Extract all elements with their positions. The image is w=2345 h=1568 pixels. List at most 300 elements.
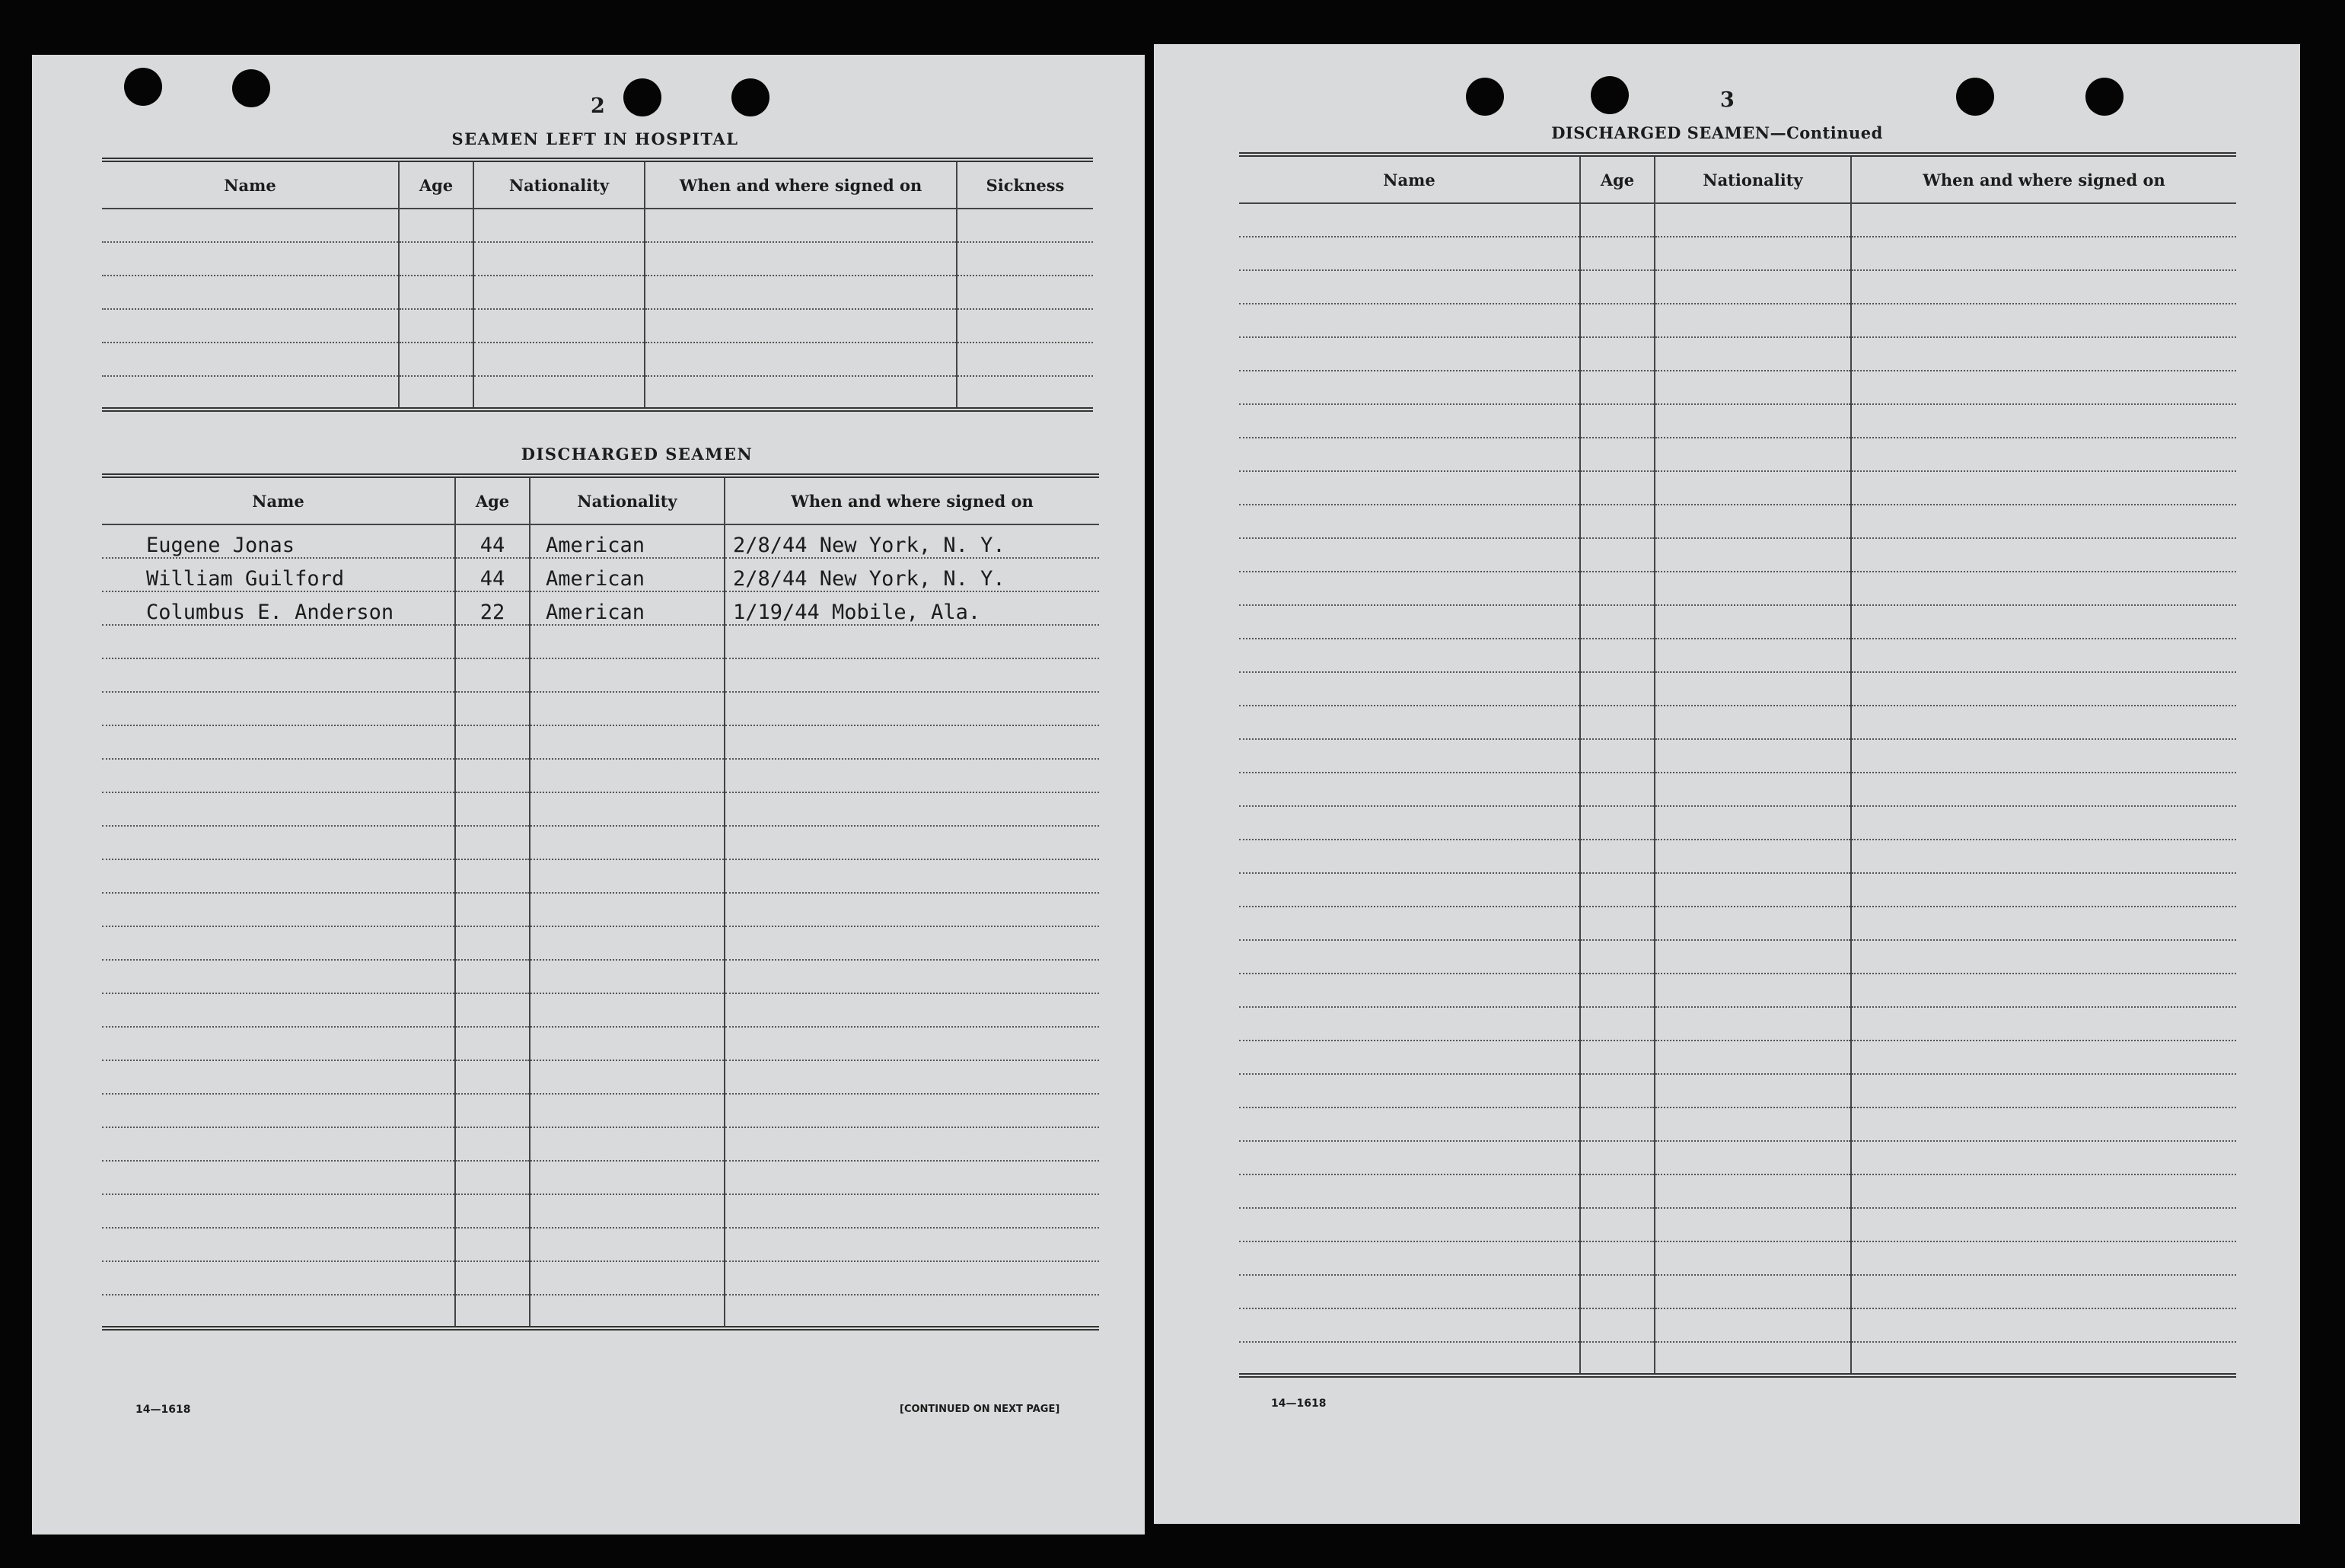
- blank-cell: [530, 1161, 725, 1194]
- blank-cell: [725, 1194, 1099, 1228]
- blank-row: [1239, 1141, 2236, 1174]
- blank-cell: [455, 1194, 530, 1228]
- blank-cell: [1851, 505, 2236, 538]
- blank-cell: [1239, 1208, 1580, 1241]
- name-column-header: Name: [102, 160, 399, 209]
- blank-row: [1239, 505, 2236, 538]
- blank-cell: [102, 209, 399, 242]
- blank-cell: [455, 1161, 530, 1194]
- blank-cell: [725, 658, 1099, 692]
- blank-cell: [1580, 840, 1655, 873]
- blank-cell: [1655, 438, 1851, 471]
- table-row: [102, 591, 1099, 625]
- hospital-header-row: [102, 160, 1093, 209]
- blank-cell: [957, 343, 1093, 376]
- blank-row: [102, 725, 1099, 759]
- blank-cell: [725, 625, 1099, 658]
- left-page: [32, 55, 1145, 1535]
- blank-cell: [1851, 404, 2236, 438]
- blank-cell: [530, 625, 725, 658]
- blank-cell: [102, 759, 455, 792]
- blank-cell: [455, 1127, 530, 1161]
- blank-cell: [1655, 471, 1851, 505]
- blank-cell: [455, 893, 530, 926]
- blank-row: [1239, 237, 2236, 270]
- blank-row: [102, 1261, 1099, 1295]
- blank-cell: [645, 276, 957, 309]
- blank-row: [102, 1228, 1099, 1261]
- blank-cell: [1239, 974, 1580, 1007]
- blank-cell: [645, 376, 957, 410]
- blank-row: [1239, 1241, 2236, 1275]
- blank-cell: [455, 759, 530, 792]
- blank-cell: [455, 725, 530, 759]
- blank-row: [102, 826, 1099, 859]
- blank-row: [1239, 1275, 2236, 1308]
- blank-cell: [473, 209, 645, 242]
- blank-cell: [1580, 337, 1655, 371]
- blank-cell: [102, 859, 455, 893]
- blank-cell: [530, 1060, 725, 1094]
- blank-cell: [1655, 1174, 1851, 1208]
- blank-row: [102, 859, 1099, 893]
- blank-cell: [1239, 538, 1580, 572]
- blank-cell: [645, 209, 957, 242]
- hospital-section-title: SEAMEN LEFT IN HOSPITAL: [451, 129, 739, 148]
- blank-row: [102, 1161, 1099, 1194]
- blank-cell: [1580, 404, 1655, 438]
- nationality-column-header: Nationality: [1655, 155, 1851, 203]
- form-code: 14—1618: [135, 1404, 191, 1416]
- blank-cell: [1655, 505, 1851, 538]
- blank-cell: [102, 893, 455, 926]
- seaman-name: Eugene Jonas: [102, 524, 455, 558]
- blank-cell: [530, 1261, 725, 1295]
- blank-cell: [1580, 672, 1655, 706]
- blank-row: [1239, 1107, 2236, 1141]
- punch-hole-icon: [1466, 78, 1504, 116]
- blank-cell: [1655, 371, 1851, 404]
- punch-hole-icon: [124, 68, 162, 106]
- continued-note: [CONTINUED ON NEXT PAGE]: [900, 1404, 1060, 1415]
- blank-cell: [1655, 1107, 1851, 1141]
- blank-cell: [1655, 270, 1851, 304]
- blank-cell: [455, 926, 530, 960]
- blank-cell: [455, 1027, 530, 1060]
- blank-row: [1239, 1342, 2236, 1375]
- blank-row: [102, 893, 1099, 926]
- blank-cell: [1239, 739, 1580, 773]
- blank-cell: [957, 309, 1093, 343]
- blank-row: [102, 376, 1093, 410]
- blank-cell: [1239, 237, 1580, 270]
- blank-cell: [530, 826, 725, 859]
- blank-cell: [1851, 1007, 2236, 1041]
- blank-cell: [725, 926, 1099, 960]
- blank-cell: [1239, 1174, 1580, 1208]
- blank-cell: [1239, 203, 1580, 237]
- blank-cell: [1239, 773, 1580, 806]
- blank-cell: [1580, 304, 1655, 337]
- blank-row: [1239, 739, 2236, 773]
- table-row: [102, 558, 1099, 591]
- blank-cell: [455, 792, 530, 826]
- blank-cell: [1239, 1041, 1580, 1074]
- blank-cell: [530, 893, 725, 926]
- blank-cell: [1851, 773, 2236, 806]
- blank-row: [1239, 806, 2236, 840]
- blank-cell: [530, 960, 725, 993]
- blank-cell: [1851, 1041, 2236, 1074]
- blank-cell: [530, 725, 725, 759]
- age-column-header: Age: [1580, 155, 1655, 203]
- blank-cell: [957, 209, 1093, 242]
- blank-cell: [1851, 873, 2236, 907]
- blank-cell: [957, 276, 1093, 309]
- blank-cell: [102, 1127, 455, 1161]
- blank-cell: [725, 826, 1099, 859]
- blank-cell: [473, 376, 645, 410]
- blank-cell: [102, 826, 455, 859]
- blank-cell: [530, 1228, 725, 1261]
- punch-hole-icon: [1591, 76, 1629, 114]
- blank-cell: [102, 376, 399, 410]
- blank-cell: [1580, 371, 1655, 404]
- punch-hole-icon: [623, 78, 661, 116]
- blank-row: [102, 625, 1099, 658]
- blank-cell: [530, 1127, 725, 1161]
- blank-row: [1239, 404, 2236, 438]
- blank-cell: [1655, 337, 1851, 371]
- blank-cell: [1580, 739, 1655, 773]
- blank-row: [1239, 840, 2236, 873]
- blank-row: [102, 309, 1093, 343]
- blank-row: [102, 242, 1093, 276]
- blank-cell: [102, 692, 455, 725]
- blank-cell: [1580, 1308, 1655, 1342]
- blank-cell: [1580, 1041, 1655, 1074]
- blank-cell: [399, 309, 473, 343]
- blank-cell: [725, 1261, 1099, 1295]
- blank-cell: [1580, 538, 1655, 572]
- blank-cell: [1239, 840, 1580, 873]
- blank-cell: [102, 309, 399, 343]
- blank-cell: [1580, 605, 1655, 639]
- blank-cell: [1655, 572, 1851, 605]
- blank-cell: [1851, 538, 2236, 572]
- blank-cell: [645, 309, 957, 343]
- name-column-header: Name: [1239, 155, 1580, 203]
- blank-cell: [1851, 605, 2236, 639]
- blank-cell: [1239, 1007, 1580, 1041]
- discharged-section-title: DISCHARGED SEAMEN: [521, 445, 754, 464]
- blank-cell: [1655, 639, 1851, 672]
- blank-cell: [1851, 739, 2236, 773]
- blank-cell: [455, 1060, 530, 1094]
- seaman-name: Columbus E. Anderson: [102, 591, 455, 625]
- discharged-header-row: [102, 476, 1099, 524]
- blank-cell: [102, 1060, 455, 1094]
- seaman-age: 22: [455, 591, 530, 625]
- blank-cell: [1580, 1342, 1655, 1375]
- blank-cell: [1851, 1342, 2236, 1375]
- page-number: 3: [1720, 88, 1735, 112]
- blank-cell: [725, 993, 1099, 1027]
- seaman-age: 44: [455, 558, 530, 591]
- discharged-continued-title: DISCHARGED SEAMEN—Continued: [1551, 123, 1883, 142]
- blank-cell: [1851, 840, 2236, 873]
- blank-row: [1239, 438, 2236, 471]
- blank-cell: [1655, 907, 1851, 940]
- blank-cell: [1580, 1107, 1655, 1141]
- blank-cell: [1851, 203, 2236, 237]
- blank-cell: [102, 1261, 455, 1295]
- blank-cell: [1239, 639, 1580, 672]
- blank-cell: [530, 1094, 725, 1127]
- blank-cell: [1580, 1275, 1655, 1308]
- blank-cell: [725, 1228, 1099, 1261]
- blank-cell: [1580, 471, 1655, 505]
- blank-row: [1239, 974, 2236, 1007]
- blank-cell: [1239, 371, 1580, 404]
- blank-cell: [957, 376, 1093, 410]
- blank-cell: [455, 826, 530, 859]
- blank-cell: [1239, 1275, 1580, 1308]
- blank-cell: [1239, 572, 1580, 605]
- blank-row: [1239, 371, 2236, 404]
- blank-cell: [102, 658, 455, 692]
- blank-cell: [455, 1295, 530, 1328]
- blank-cell: [1580, 806, 1655, 840]
- blank-cell: [473, 242, 645, 276]
- blank-cell: [1851, 438, 2236, 471]
- blank-cell: [1239, 940, 1580, 974]
- blank-cell: [455, 658, 530, 692]
- blank-cell: [1580, 1208, 1655, 1241]
- blank-cell: [1655, 873, 1851, 907]
- blank-cell: [1655, 237, 1851, 270]
- signed-on-column-header: When and where signed on: [725, 476, 1099, 524]
- blank-cell: [1580, 873, 1655, 907]
- blank-cell: [455, 960, 530, 993]
- blank-cell: [645, 343, 957, 376]
- blank-cell: [1580, 773, 1655, 806]
- blank-cell: [102, 1228, 455, 1261]
- blank-row: [1239, 672, 2236, 706]
- blank-cell: [725, 960, 1099, 993]
- blank-cell: [1851, 806, 2236, 840]
- blank-cell: [455, 993, 530, 1027]
- blank-cell: [1655, 1041, 1851, 1074]
- right-page: [1154, 44, 2300, 1524]
- blank-cell: [1851, 371, 2236, 404]
- blank-cell: [530, 792, 725, 826]
- blank-cell: [530, 692, 725, 725]
- blank-cell: [1580, 1007, 1655, 1041]
- blank-cell: [1580, 974, 1655, 1007]
- blank-row: [1239, 1074, 2236, 1107]
- age-column-header: Age: [455, 476, 530, 524]
- blank-row: [102, 1060, 1099, 1094]
- blank-cell: [399, 376, 473, 410]
- blank-cell: [1851, 237, 2236, 270]
- discharged-continued-table: [1239, 152, 2236, 1378]
- blank-cell: [102, 1161, 455, 1194]
- signed-on-column-header: When and where signed on: [645, 160, 957, 209]
- blank-cell: [1851, 1275, 2236, 1308]
- blank-cell: [1239, 337, 1580, 371]
- seaman-age: 44: [455, 524, 530, 558]
- blank-cell: [1580, 1241, 1655, 1275]
- blank-row: [102, 792, 1099, 826]
- blank-cell: [1851, 1208, 2236, 1241]
- blank-row: [102, 1127, 1099, 1161]
- punch-hole-icon: [1956, 78, 1994, 116]
- blank-row: [102, 1027, 1099, 1060]
- blank-cell: [1655, 706, 1851, 739]
- continued-header-row: [1239, 155, 2236, 203]
- age-column-header: Age: [399, 160, 473, 209]
- blank-cell: [399, 242, 473, 276]
- blank-cell: [1851, 706, 2236, 739]
- blank-row: [1239, 605, 2236, 639]
- blank-cell: [645, 242, 957, 276]
- sickness-column-header: Sickness: [957, 160, 1093, 209]
- blank-row: [102, 926, 1099, 960]
- blank-cell: [1655, 1275, 1851, 1308]
- blank-cell: [1655, 538, 1851, 572]
- blank-cell: [1655, 1007, 1851, 1041]
- seaman-name: William Guilford: [102, 558, 455, 591]
- blank-row: [102, 209, 1093, 242]
- blank-cell: [102, 343, 399, 376]
- blank-row: [102, 658, 1099, 692]
- blank-cell: [102, 625, 455, 658]
- blank-cell: [1239, 1074, 1580, 1107]
- signed-on-column-header: When and where signed on: [1851, 155, 2236, 203]
- blank-cell: [455, 1228, 530, 1261]
- discharged-table: [102, 473, 1099, 1331]
- blank-cell: [102, 1094, 455, 1127]
- blank-cell: [1851, 907, 2236, 940]
- punch-hole-icon: [731, 78, 769, 116]
- blank-cell: [1239, 1141, 1580, 1174]
- blank-cell: [1239, 806, 1580, 840]
- blank-row: [1239, 907, 2236, 940]
- blank-cell: [399, 276, 473, 309]
- blank-cell: [1239, 270, 1580, 304]
- blank-cell: [1851, 1308, 2236, 1342]
- blank-cell: [1851, 270, 2236, 304]
- blank-cell: [1655, 974, 1851, 1007]
- blank-cell: [1655, 1208, 1851, 1241]
- blank-row: [1239, 270, 2236, 304]
- blank-cell: [1655, 840, 1851, 873]
- blank-cell: [1580, 940, 1655, 974]
- blank-cell: [102, 276, 399, 309]
- blank-cell: [1239, 304, 1580, 337]
- hospital-table: [102, 158, 1093, 412]
- blank-cell: [1851, 672, 2236, 706]
- blank-row: [1239, 203, 2236, 237]
- blank-cell: [473, 276, 645, 309]
- blank-row: [102, 759, 1099, 792]
- blank-cell: [1851, 639, 2236, 672]
- blank-cell: [455, 859, 530, 893]
- blank-cell: [1580, 1141, 1655, 1174]
- blank-cell: [530, 1027, 725, 1060]
- blank-row: [1239, 639, 2236, 672]
- blank-row: [1239, 1174, 2236, 1208]
- blank-cell: [1655, 672, 1851, 706]
- blank-cell: [1239, 404, 1580, 438]
- blank-cell: [102, 1194, 455, 1228]
- blank-cell: [102, 792, 455, 826]
- blank-cell: [1580, 505, 1655, 538]
- blank-cell: [725, 692, 1099, 725]
- blank-cell: [1580, 1074, 1655, 1107]
- blank-cell: [725, 725, 1099, 759]
- blank-cell: [1655, 1342, 1851, 1375]
- blank-cell: [102, 960, 455, 993]
- form-code: 14—1618: [1271, 1397, 1327, 1410]
- blank-cell: [1655, 739, 1851, 773]
- blank-cell: [530, 658, 725, 692]
- punch-hole-icon: [232, 69, 270, 107]
- blank-cell: [725, 1127, 1099, 1161]
- blank-cell: [1580, 438, 1655, 471]
- blank-cell: [1851, 940, 2236, 974]
- blank-cell: [725, 859, 1099, 893]
- blank-cell: [1655, 940, 1851, 974]
- blank-row: [102, 1094, 1099, 1127]
- seaman-signed-on: 2/8/44 New York, N. Y.: [725, 524, 1099, 558]
- blank-cell: [1655, 304, 1851, 337]
- blank-cell: [1851, 1174, 2236, 1208]
- blank-row: [1239, 1208, 2236, 1241]
- blank-cell: [1580, 572, 1655, 605]
- seaman-nationality: American: [530, 524, 725, 558]
- blank-cell: [1655, 806, 1851, 840]
- blank-cell: [725, 1161, 1099, 1194]
- blank-cell: [1239, 1308, 1580, 1342]
- blank-row: [1239, 572, 2236, 605]
- page-number: 2: [591, 94, 605, 118]
- blank-row: [1239, 773, 2236, 806]
- blank-cell: [1851, 1107, 2236, 1141]
- blank-row: [1239, 706, 2236, 739]
- blank-cell: [1239, 438, 1580, 471]
- blank-row: [102, 276, 1093, 309]
- blank-cell: [399, 209, 473, 242]
- blank-cell: [1239, 706, 1580, 739]
- blank-cell: [725, 1295, 1099, 1328]
- blank-cell: [530, 926, 725, 960]
- blank-cell: [1239, 505, 1580, 538]
- blank-cell: [473, 343, 645, 376]
- blank-cell: [1851, 572, 2236, 605]
- blank-cell: [1851, 304, 2236, 337]
- blank-row: [102, 1295, 1099, 1328]
- blank-cell: [1655, 1074, 1851, 1107]
- blank-row: [1239, 1041, 2236, 1074]
- blank-cell: [1580, 639, 1655, 672]
- blank-cell: [455, 1261, 530, 1295]
- blank-cell: [725, 1027, 1099, 1060]
- blank-cell: [530, 1295, 725, 1328]
- blank-cell: [102, 242, 399, 276]
- seaman-nationality: American: [530, 558, 725, 591]
